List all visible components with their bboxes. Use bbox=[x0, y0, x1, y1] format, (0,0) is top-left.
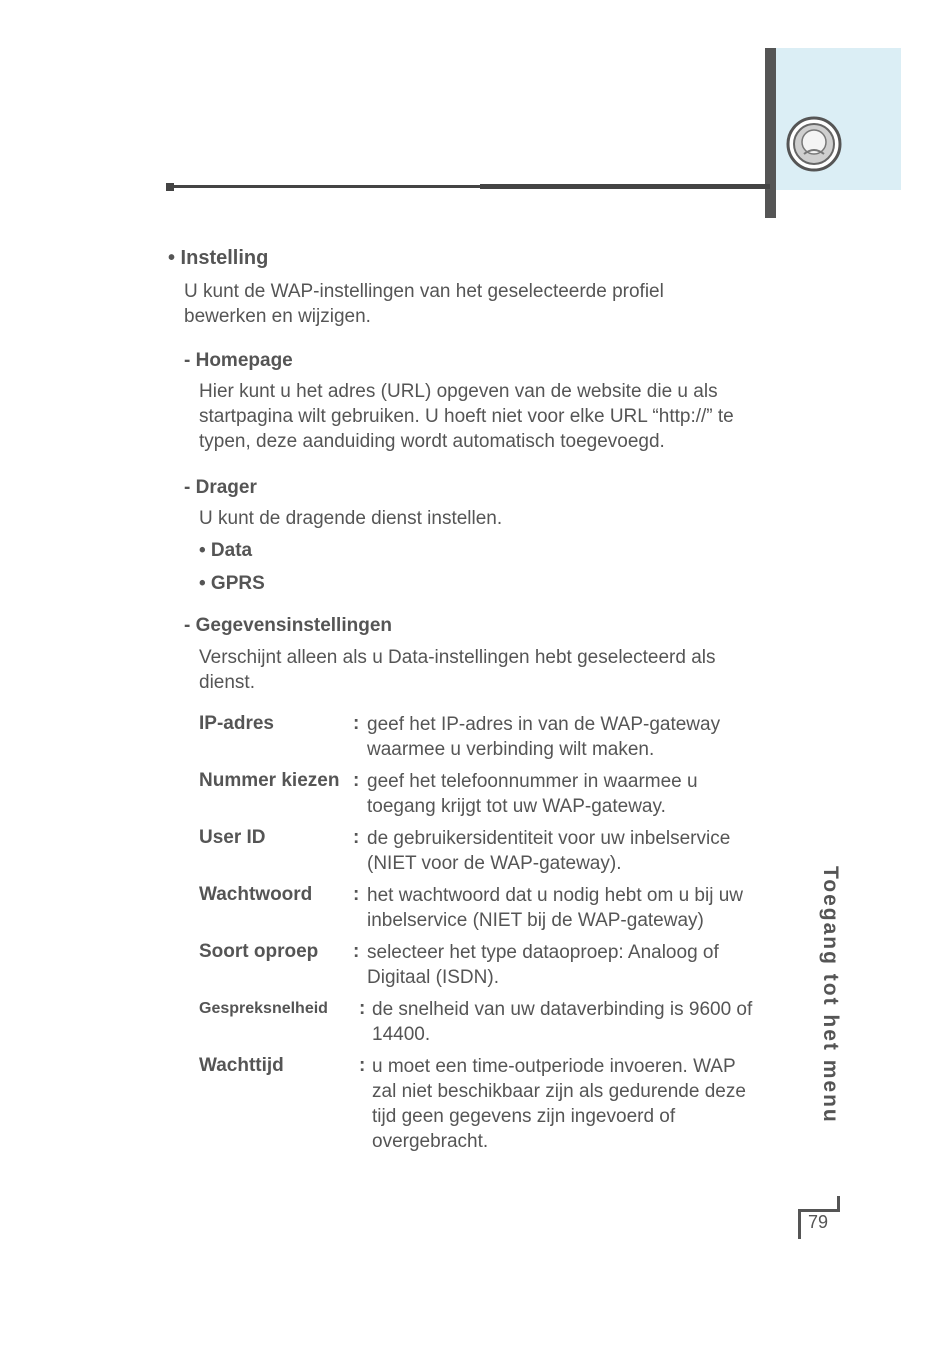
definition-line: het wachtwoord dat u nodig hebt om u bij uw bbox=[367, 885, 744, 906]
header-vertical-bar bbox=[765, 48, 776, 218]
section-intro bbox=[184, 279, 664, 329]
page-number-rule bbox=[798, 1209, 801, 1239]
term-ip-adres: IP-adres bbox=[199, 713, 274, 734]
homepage-text bbox=[199, 379, 734, 454]
term-gespreksnelheid: Gespreksnelheid bbox=[199, 1000, 328, 1017]
definition-ip-adres bbox=[367, 712, 720, 762]
intro-line: bewerken en wijzigen. bbox=[184, 306, 371, 327]
term-wachttijd: Wachttijd bbox=[199, 1055, 284, 1076]
term-nummer-kiezen: Nummer kiezen bbox=[199, 770, 340, 791]
definition-line: tijd geen gegevens zijn ingevoerd of bbox=[372, 1106, 676, 1127]
definition-user-id bbox=[367, 826, 730, 876]
globe-badge-icon bbox=[786, 116, 842, 172]
definition-line: Digitaal (ISDN). bbox=[367, 967, 499, 988]
gegevens-title: - Gegevensinstellingen bbox=[184, 615, 392, 636]
term-colon: : bbox=[359, 1055, 366, 1076]
term-colon: : bbox=[353, 941, 360, 962]
intro-line: U kunt de WAP-instellingen van het geselecteerde profiel bbox=[184, 281, 664, 302]
drager-option-data: • Data bbox=[199, 540, 253, 561]
term-colon: : bbox=[353, 713, 360, 734]
chapter-side-title: Toegang tot het menu bbox=[819, 866, 842, 1124]
text-line: typen, deze aanduiding wordt automatisch toegevoegd. bbox=[199, 431, 665, 452]
text-line: Verschijnt alleen als u Data-instellingen hebt geselecteerd als bbox=[199, 647, 716, 668]
drager-text: U kunt de dragende dienst instellen. bbox=[199, 508, 503, 529]
definition-line: geef het telefoonnummer in waarmee u bbox=[367, 771, 698, 792]
text-line: startpagina wilt gebruiken. U hoeft niet voor elke URL “http://” te bbox=[199, 406, 734, 427]
term-soort-oproep: Soort oproep bbox=[199, 941, 319, 962]
header-rule-left bbox=[168, 185, 480, 188]
term-colon: : bbox=[353, 884, 360, 905]
definition-wachttijd bbox=[372, 1054, 746, 1154]
drager-option-gprs: • GPRS bbox=[199, 573, 265, 594]
header-rule-endcap bbox=[166, 183, 174, 191]
definition-line: zal niet beschikbaar zijn als gedurende deze bbox=[372, 1081, 746, 1102]
drager-title: - Drager bbox=[184, 477, 257, 498]
definition-line: toegang krijgt tot uw WAP-gateway. bbox=[367, 796, 666, 817]
term-colon: : bbox=[353, 827, 360, 848]
page-number: 79 bbox=[808, 1212, 829, 1232]
term-wachtwoord: Wachtwoord bbox=[199, 884, 313, 905]
definition-line: 14400. bbox=[372, 1024, 431, 1045]
term-colon: : bbox=[359, 998, 366, 1019]
definition-soort-oproep bbox=[367, 940, 719, 990]
text-line: Hier kunt u het adres (URL) opgeven van de website die u als bbox=[199, 381, 718, 402]
gegevens-text bbox=[199, 645, 715, 695]
header-rule-right bbox=[480, 184, 770, 189]
definition-line: u moet een time-outperiode invoeren. WAP bbox=[372, 1056, 736, 1077]
definition-line: waarmee u verbinding wilt maken. bbox=[367, 739, 655, 760]
definition-line: selecteer het type dataoproep: Analoog of bbox=[367, 942, 719, 963]
section-title: • Instelling bbox=[168, 247, 269, 269]
definition-gespreksnelheid bbox=[372, 997, 752, 1047]
text-line: dienst. bbox=[199, 672, 255, 693]
homepage-title: - Homepage bbox=[184, 350, 293, 371]
definition-line: de gebruikersidentiteit voor uw inbelservice bbox=[367, 828, 731, 849]
definition-wachtwoord bbox=[367, 883, 743, 933]
term-colon: : bbox=[353, 770, 360, 791]
definition-nummer-kiezen bbox=[367, 769, 698, 819]
definition-line: (NIET voor de WAP-gateway). bbox=[367, 853, 622, 874]
definition-line: inbelservice (NIET bij de WAP-gateway) bbox=[367, 910, 704, 931]
definition-line: geef het IP-adres in van de WAP-gateway bbox=[367, 714, 721, 735]
term-user-id: User ID bbox=[199, 827, 266, 848]
definition-line: overgebracht. bbox=[372, 1131, 489, 1152]
definition-line: de snelheid van uw dataverbinding is 9600 of bbox=[372, 999, 753, 1020]
